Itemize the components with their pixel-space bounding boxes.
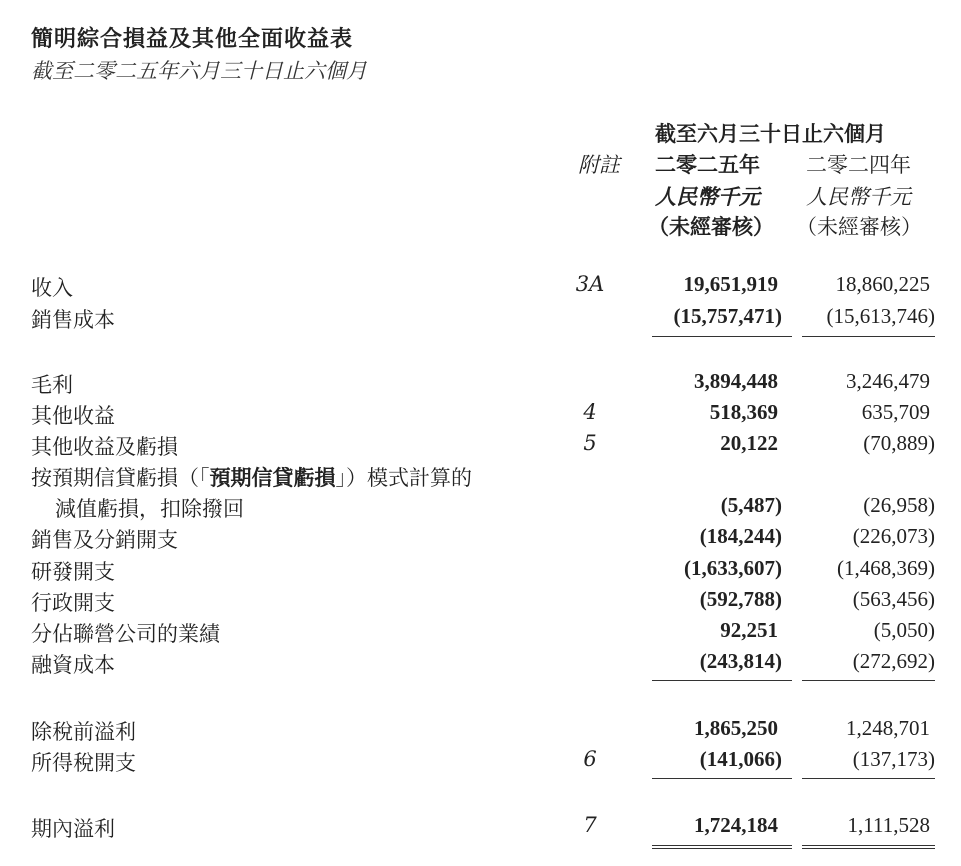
- value-2025: 19,651,919: [683, 272, 778, 296]
- currency-2025-header: 人民幣千元: [655, 185, 760, 209]
- row-label: 融資成本: [31, 653, 115, 677]
- value-2024: (1,468,369): [837, 556, 935, 580]
- subtotal-underline: [652, 778, 792, 779]
- value-2025: 518,369: [709, 400, 778, 424]
- value-2025: 3,894,448: [694, 369, 778, 393]
- row-label-pre: 按預期信貸虧損（「: [31, 466, 210, 490]
- value-2024: 3,246,479: [846, 369, 930, 393]
- value-2024: (137,173): [852, 747, 935, 771]
- row-label: 銷售及分銷開支: [31, 528, 178, 552]
- value-2024: 635,709: [861, 400, 930, 424]
- statement-subtitle: 截至二零二五年六月三十日止六個月: [31, 59, 367, 83]
- statement-title: 簡明綜合損益及其他全面收益表: [31, 27, 354, 52]
- row-label: 毛利: [31, 373, 73, 397]
- row-label: 除稅前溢利: [31, 720, 136, 744]
- row-label: 其他收益: [31, 404, 115, 428]
- subtotal-underline: [802, 680, 935, 681]
- row-label: 分佔聯營公司的業績: [31, 622, 220, 646]
- table-row: [0, 813, 961, 843]
- value-2025: (243,814): [699, 649, 782, 673]
- value-2024: (563,456): [852, 587, 935, 611]
- total-double-underline: [802, 845, 935, 849]
- value-2024: (272,692): [852, 649, 935, 673]
- value-2025: 92,251: [720, 618, 778, 642]
- row-label-post: 」）模式計算的: [335, 466, 472, 490]
- value-2025: (1,633,607): [684, 556, 782, 580]
- value-2025: 1,724,184: [694, 813, 778, 837]
- subtotal-underline: [652, 336, 792, 337]
- value-2024: (226,073): [852, 524, 935, 548]
- value-2025: 1,865,250: [694, 716, 778, 740]
- subtotal-underline: [802, 336, 935, 337]
- audit-2024-header: （未經審核）: [796, 215, 922, 239]
- value-2024: 1,248,701: [846, 716, 930, 740]
- row-note: 7: [583, 813, 597, 837]
- row-note: 3A: [575, 272, 605, 296]
- row-note: 6: [583, 747, 597, 771]
- row-label-defined-term: 預期信貸虧損: [209, 466, 336, 490]
- table-row: [0, 716, 961, 746]
- value-2024: 1,111,528: [847, 813, 930, 837]
- year-2024-header: 二零二四年: [806, 153, 911, 177]
- table-row: [0, 462, 961, 492]
- table-row: [0, 272, 961, 302]
- row-label: 其他收益及虧損: [31, 435, 178, 459]
- table-row: [0, 618, 961, 648]
- table-row: [0, 747, 961, 777]
- table-row: [0, 369, 961, 399]
- value-2025: (184,244): [699, 524, 782, 548]
- row-label: 所得稅開支: [31, 751, 136, 775]
- row-label: [31, 462, 472, 492]
- row-note: 4: [583, 400, 597, 424]
- table-row: [0, 587, 961, 617]
- table-row: [0, 400, 961, 430]
- subtotal-underline: [652, 680, 792, 681]
- row-label: 收入: [31, 276, 73, 300]
- table-row: [0, 431, 961, 461]
- table-row: [0, 304, 961, 334]
- value-2025: (141,066): [699, 747, 782, 771]
- table-row: [0, 524, 961, 554]
- value-2025: (5,487): [720, 493, 782, 517]
- row-label: 行政開支: [31, 591, 115, 615]
- row-label: 減值虧損，扣除撥回: [55, 497, 244, 521]
- value-2025: (15,757,471): [673, 304, 782, 328]
- row-label: 研發開支: [31, 560, 115, 584]
- table-row: [0, 493, 961, 523]
- row-note: 5: [583, 431, 597, 455]
- row-label: 期內溢利: [31, 817, 115, 841]
- audit-2025-header: （未經審核）: [648, 215, 774, 239]
- table-row: [0, 649, 961, 679]
- total-double-underline: [652, 845, 792, 849]
- value-2024: (70,889): [863, 431, 935, 455]
- table-row: [0, 556, 961, 586]
- row-label: 銷售成本: [31, 308, 115, 332]
- value-2024: 18,860,225: [835, 272, 930, 296]
- note-column-header: 附註: [578, 153, 620, 177]
- currency-2024-header: 人民幣千元: [806, 185, 911, 209]
- year-2025-header: 二零二五年: [655, 153, 760, 177]
- value-2024: (5,050): [873, 618, 935, 642]
- value-2024: (15,613,746): [826, 304, 935, 328]
- value-2025: (592,788): [699, 587, 782, 611]
- value-2025: 20,122: [720, 431, 778, 455]
- value-2024: (26,958): [863, 493, 935, 517]
- period-header: 截至六月三十日止六個月: [655, 122, 886, 146]
- subtotal-underline: [802, 778, 935, 779]
